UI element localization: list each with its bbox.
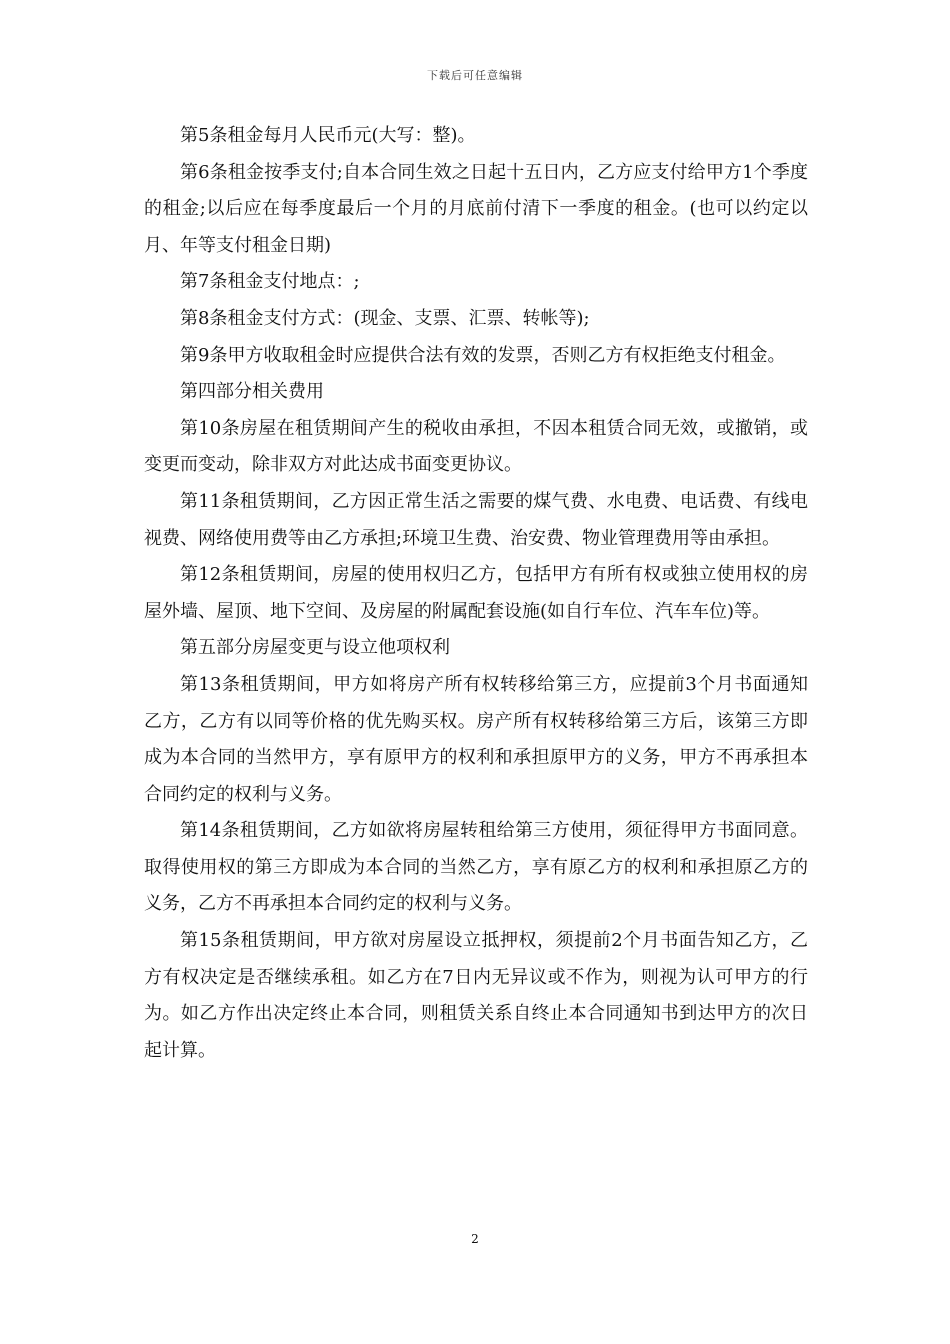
- paragraph-article-15: 第15条租赁期间，甲方欲对房屋设立抵押权，须提前2个月书面告知乙方，乙方有权决定是否继续承租。如乙方在7日内无异议或不作为，则视为认可甲方的行为。如乙方作出决定终止本合同，则租赁关系自终止本合同通知书到达甲方的次日起计算。: [144, 930, 808, 1061]
- paragraph-article-7: 第7条租金支付地点：;: [180, 271, 360, 293]
- paragraph-article-6: 第6条租金按季支付;自本合同生效之日起十五日内，乙方应支付给甲方1个季度的租金;以后应在每季度最后一个月的月底前付清下一季度的租金。(也可以约定以月、年等支付租金日期): [144, 161, 808, 256]
- page-number: 2: [471, 1232, 479, 1246]
- section-heading-part-4: 第四部分相关费用: [180, 381, 324, 403]
- paragraph-article-5: 第5条租金每月人民币元(大写：整)。: [180, 125, 476, 146]
- section-heading-part-5: 第五部分房屋变更与设立他项权利: [180, 637, 450, 659]
- paragraph-article-9: 第9条甲方收取租金时应提供合法有效的发票，否则乙方有权拒绝支付租金。: [180, 344, 786, 366]
- paragraph-article-8: 第8条租金支付方式：(现金、支票、汇票、转帐等);: [180, 307, 590, 329]
- paragraph-article-12: 第12条租赁期间，房屋的使用权归乙方，包括甲方有所有权或独立使用权的房屋外墙、屋顶、地下空间、及房屋的附属配套设施(如自行车位、汽车车位)等。: [144, 564, 808, 622]
- paragraph-article-10: 第10条房屋在租赁期间产生的税收由承担，不因本租赁合同无效，或撤销，或变更而变动，除非双方对此达成书面变更协议。: [144, 417, 808, 476]
- paragraph-article-13: 第13条租赁期间，甲方如将房产所有权转移给第三方，应提前3个月书面通知乙方，乙方有以同等价格的优先购买权。房产所有权转移给第三方后，该第三方即成为本合同的当然甲方，享有原甲方的权利和承担原甲方的义务，甲方不再承担本合同约定的权利与义务。: [144, 673, 808, 805]
- page-header: 下载后可任意编辑: [427, 69, 523, 82]
- document-body: [144, 118, 808, 1069]
- paragraph-article-14: 第14条租赁期间，乙方如欲将房屋转租给第三方使用，须征得甲方书面同意。取得使用权的第三方即成为本合同的当然乙方，享有原乙方的权利和承担原乙方的义务，乙方不再承担本合同约定的权利与义务。: [144, 820, 808, 915]
- paragraph-article-11: 第11条租赁期间，乙方因正常生活之需要的煤气费、水电费、电话费、有线电视费、网络使用费等由乙方承担;环境卫生费、治安费、物业管理费用等由承担。: [144, 490, 808, 549]
